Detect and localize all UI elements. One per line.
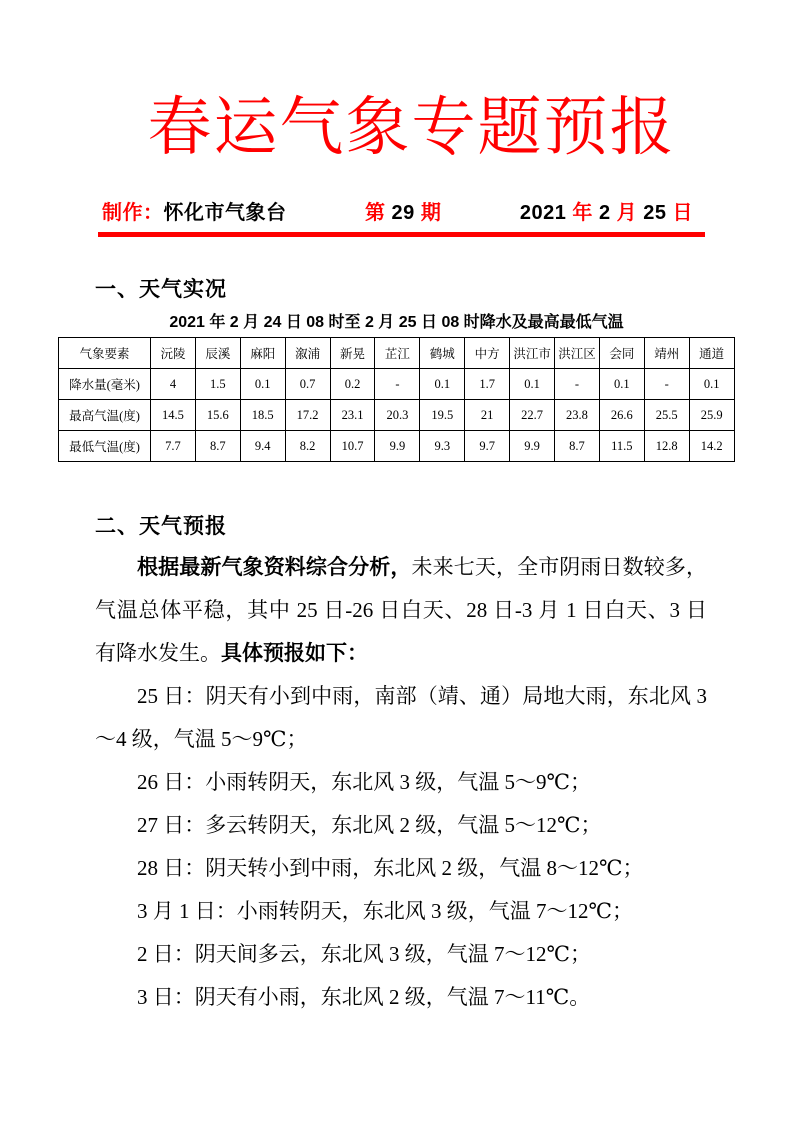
table-cell: 1.5 <box>195 369 240 400</box>
table-cell: - <box>375 369 420 400</box>
table-header-cell: 洪江市 <box>510 338 555 369</box>
table-header-cell: 中方 <box>465 338 510 369</box>
table-header-cell: 洪江区 <box>555 338 600 369</box>
table-row-precipitation <box>59 369 735 400</box>
table-cell: 25.5 <box>644 400 689 431</box>
producer-name: 怀化市气象台 <box>163 202 287 224</box>
table-row-max-temp <box>59 400 735 431</box>
table-header-cell: 沅陵 <box>151 338 196 369</box>
table-cell: 4 <box>151 369 196 400</box>
issue-info <box>365 200 441 226</box>
table-cell: 0.1 <box>510 369 555 400</box>
table-cell: 15.6 <box>195 400 240 431</box>
table-cell: 0.2 <box>330 369 375 400</box>
table-cell: 0.1 <box>240 369 285 400</box>
table-header-cell: 新晃 <box>330 338 375 369</box>
table-cell: - <box>644 369 689 400</box>
document-header-row <box>98 200 705 237</box>
forecast-paragraph-day28: 28 日：阴天转小到中雨，东北风 2 级，气温 8～12℃； <box>137 856 644 880</box>
table-cell: 9.7 <box>465 431 510 462</box>
date-day: 25 <box>637 202 673 224</box>
date-year-unit: 年 <box>572 202 593 224</box>
document-title: 春运气象专题预报 <box>147 92 676 163</box>
table-cell: 8.7 <box>555 431 600 462</box>
table-header-row <box>59 338 735 369</box>
table-cell: 0.1 <box>599 369 644 400</box>
table-cell: 19.5 <box>420 400 465 431</box>
table-cell: 11.5 <box>599 431 644 462</box>
row-label: 最低气温(度) <box>59 431 151 462</box>
table-header-cell: 辰溪 <box>195 338 240 369</box>
intro-body-text: 未来七天，全市阴雨日数较多，气温总体平稳，其中 25 日-26 日白天、28 日-3 月 1 日白天、3 日有降水发生。 <box>95 555 707 665</box>
table-cell: 18.5 <box>240 400 285 431</box>
forecast-paragraph-day26: 26 日：小雨转阴天，东北风 3 级，气温 5～9℃； <box>137 770 591 794</box>
table-cell: 1.7 <box>465 369 510 400</box>
table-cell: 9.9 <box>375 431 420 462</box>
table-header-cell: 溆浦 <box>285 338 330 369</box>
table-cell: 14.5 <box>151 400 196 431</box>
intro-lead-bold: 根据最新气象资料综合分析， <box>137 556 412 579</box>
forecast-paragraph-mar2: 2 日：阴天间多云，东北风 3 级，气温 7～12℃； <box>137 942 591 966</box>
table-cell: 9.4 <box>240 431 285 462</box>
table-cell: 8.7 <box>195 431 240 462</box>
table-cell: 23.8 <box>555 400 600 431</box>
table-header-cell: 会同 <box>599 338 644 369</box>
table-title: 2021 年 2 月 24 日 08 时至 2 月 25 日 08 时降水及最高最低气温 <box>169 314 624 331</box>
row-label: 最高气温(度) <box>59 400 151 431</box>
forecast-paragraph-day25: 25 日：阴天有小到中雨，南部（靖、通）局地大雨，东北风 3～4 级，气温 5～9℃； <box>95 684 707 751</box>
table-header-cell: 麻阳 <box>240 338 285 369</box>
forecast-body <box>95 546 707 1019</box>
table-header-cell: 芷江 <box>375 338 420 369</box>
table-cell: 17.2 <box>285 400 330 431</box>
table-cell: 8.2 <box>285 431 330 462</box>
table-cell: 26.6 <box>599 400 644 431</box>
producer-label: 制作： <box>102 202 164 224</box>
table-header-cell: 靖州 <box>644 338 689 369</box>
section2-heading: 二、天气预报 <box>95 515 227 538</box>
date-month-unit: 月 <box>616 202 638 224</box>
table-cell: 0.7 <box>285 369 330 400</box>
intro-tail-bold: 具体预报如下： <box>221 642 368 665</box>
table-cell: 12.8 <box>644 431 689 462</box>
table-cell: 9.9 <box>510 431 555 462</box>
issue-number: 29 <box>385 202 421 224</box>
producer-info <box>102 200 287 226</box>
table-cell: - <box>555 369 600 400</box>
row-label: 降水量(毫米) <box>59 369 151 400</box>
publish-date <box>520 200 693 226</box>
date-year: 2021 <box>519 202 573 224</box>
table-cell: 21 <box>465 400 510 431</box>
table-cell: 10.7 <box>330 431 375 462</box>
table-cell: 0.1 <box>689 369 734 400</box>
table-row-min-temp <box>59 431 735 462</box>
issue-suffix: 期 <box>420 202 442 224</box>
weather-table <box>58 337 735 462</box>
table-cell: 14.2 <box>689 431 734 462</box>
table-cell: 7.7 <box>151 431 196 462</box>
table-header-cell: 通道 <box>689 338 734 369</box>
table-cell: 25.9 <box>689 400 734 431</box>
forecast-paragraph-day27: 27 日：多云转阴天，东北风 2 级，气温 5～12℃； <box>137 813 602 837</box>
date-day-unit: 日 <box>672 202 693 224</box>
table-cell: 22.7 <box>510 400 555 431</box>
table-cell: 23.1 <box>330 400 375 431</box>
table-cell: 20.3 <box>375 400 420 431</box>
issue-prefix: 第 <box>364 202 386 224</box>
table-header-cell: 鹤城 <box>420 338 465 369</box>
date-month: 2 <box>592 202 617 224</box>
intro-paragraph <box>95 546 707 675</box>
table-header-cell: 气象要素 <box>59 338 151 369</box>
forecast-paragraph-mar3: 3 日：阴天有小雨，东北风 2 级，气温 7～11℃。 <box>137 985 591 1009</box>
section1-heading: 一、天气实况 <box>95 278 227 301</box>
forecast-paragraph-mar1: 3 月 1 日：小雨转阴天，东北风 3 级，气温 7～12℃； <box>137 899 633 923</box>
table-cell: 0.1 <box>420 369 465 400</box>
table-cell: 9.3 <box>420 431 465 462</box>
